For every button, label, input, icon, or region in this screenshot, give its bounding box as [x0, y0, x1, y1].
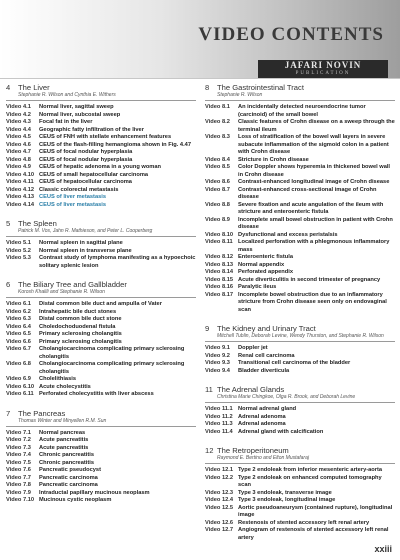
- video-item[interactable]: [205, 490, 395, 498]
- video-item[interactable]: [205, 475, 395, 490]
- video-title: Pancreatic carcinoma: [39, 474, 98, 481]
- chapter-title: The Biliary Tree and Gallbladder: [18, 280, 127, 289]
- chapter-heading: [6, 280, 196, 289]
- video-label: Video 8.5: [205, 164, 230, 170]
- video-label: Video 4.1: [6, 104, 31, 110]
- video-label: Video 6.6: [6, 338, 31, 345]
- video-label: Video 8.10: [205, 231, 234, 238]
- chapter-title: The Spleen: [18, 219, 57, 228]
- video-title: Bladder diverticula: [238, 367, 290, 374]
- video-label: Video 9.4: [205, 367, 230, 374]
- chapter-authors: Patrick M. Vos, Jahn R. Mathieson, and Peter L. Cooperberg: [18, 228, 153, 234]
- video-label: Video 8.7: [205, 186, 230, 193]
- video-item[interactable]: [205, 368, 395, 376]
- video-title: Type 3 endoleak, longitudinal image: [238, 497, 336, 503]
- video-label: Video 4.7: [6, 149, 31, 155]
- video-label: Video 6.9: [6, 376, 31, 382]
- chapter-divider: [205, 402, 395, 403]
- video-item[interactable]: [6, 134, 196, 142]
- video-title: Perforated appendix: [238, 269, 293, 275]
- video-label: Video 5.2: [6, 247, 31, 254]
- chapter-heading: [205, 324, 395, 333]
- left-column: [6, 83, 196, 515]
- chapter-number: 9: [205, 324, 210, 333]
- chapter-heading: [205, 385, 395, 394]
- chapter-number: 7: [6, 408, 11, 418]
- video-title: Acute cholecystitis: [39, 383, 91, 390]
- video-item[interactable]: [6, 460, 196, 468]
- video-item[interactable]: [6, 437, 196, 445]
- video-item[interactable]: [205, 292, 395, 315]
- chapter-9: [205, 324, 395, 375]
- video-item[interactable]: [6, 255, 196, 270]
- video-title: CEUS of small hepatocellular carcinoma: [39, 171, 149, 178]
- video-item[interactable]: [6, 194, 196, 202]
- video-item[interactable]: [6, 119, 196, 127]
- video-label: Video 8.1: [205, 104, 230, 110]
- video-title: CEUS of liver metastasis: [39, 194, 107, 200]
- video-label: Video 4.11: [6, 179, 34, 185]
- chapter-title: The Retroperitoneum: [217, 446, 289, 455]
- video-item[interactable]: [205, 497, 395, 505]
- chapter-number: 5: [6, 219, 11, 228]
- video-title: Normal pancreas: [39, 429, 86, 436]
- header-banner: [0, 0, 400, 79]
- video-item[interactable]: [205, 262, 395, 270]
- video-label: Video 4.2: [6, 111, 31, 118]
- video-label: Video 8.14: [205, 269, 234, 275]
- video-item[interactable]: [6, 384, 196, 392]
- video-label: Video 7.3: [6, 444, 31, 451]
- video-item[interactable]: [6, 149, 196, 157]
- video-item[interactable]: [205, 119, 395, 134]
- video-item[interactable]: [205, 353, 395, 361]
- video-label: Video 6.2: [6, 308, 31, 315]
- video-item[interactable]: [205, 164, 395, 179]
- page-number: xxiii: [374, 544, 392, 554]
- video-label: Video 7.1: [6, 429, 31, 436]
- video-label: Video 9.3: [205, 360, 230, 366]
- video-title: Dysfunctional and excess peristalsis: [238, 231, 338, 238]
- video-title: Stricture in Crohn disease: [238, 156, 309, 163]
- video-title: Contrast study of lymphoma manifesting as a hypoechoic solitary splenic lesion: [39, 255, 196, 269]
- video-label: Video 8.3: [205, 134, 230, 140]
- chapter-authors: Christina Marie Chingkoe, Olga R. Brook, and Deborah Levine: [217, 394, 356, 400]
- video-item[interactable]: [205, 269, 395, 277]
- video-item[interactable]: [6, 467, 196, 475]
- chapter-authors: Raymond E. Bertino and Elton Mustafaraj: [217, 455, 309, 461]
- video-item[interactable]: [205, 284, 395, 292]
- video-item[interactable]: [205, 527, 395, 542]
- video-title: Primary sclerosing cholangitis: [39, 331, 122, 337]
- video-item[interactable]: [205, 232, 395, 240]
- video-item[interactable]: [205, 421, 395, 429]
- video-item[interactable]: [6, 248, 196, 256]
- video-label: Video 6.1: [6, 301, 31, 307]
- video-title: Acute pancreatitis: [39, 437, 89, 443]
- video-title: Cholelithiasis: [39, 376, 76, 382]
- chapter-authors: Thomas Winter and Minyellen R.M. Sun: [18, 417, 107, 424]
- video-label: Video 12.7: [205, 527, 234, 533]
- video-item[interactable]: [6, 179, 196, 187]
- video-title: CEUS of liver metastasis: [39, 201, 107, 208]
- video-label: Video 11.4: [205, 428, 233, 435]
- video-title: Chronic pancreatitis: [39, 452, 94, 458]
- chapter-number: 4: [6, 83, 11, 92]
- video-item[interactable]: [6, 475, 196, 483]
- video-item[interactable]: [6, 324, 196, 332]
- video-title: Normal adrenal gland: [238, 406, 297, 412]
- video-label: Video 8.11: [205, 239, 233, 245]
- video-item[interactable]: [6, 142, 196, 150]
- video-item[interactable]: [205, 505, 395, 520]
- chapter-heading: [205, 446, 395, 455]
- video-item[interactable]: [205, 202, 395, 217]
- video-title: Enteroenteric fistula: [238, 254, 293, 260]
- video-item[interactable]: [205, 104, 395, 119]
- video-title: Loss of stratification of the bowel wall layers in severe subacute inflammation of the sigmoid colon in a patient with Crohn disease: [238, 134, 389, 155]
- video-label: Video 6.4: [6, 323, 31, 330]
- video-title: Perforated cholecystitis with liver abscess: [39, 391, 154, 397]
- video-title: Normal spleen in transverse plane: [39, 247, 132, 254]
- video-title: Doppler jet: [238, 345, 268, 351]
- video-title: An incidentally detected neuroendocrine tumor (carcinoid) of the small bowel: [238, 104, 366, 118]
- video-title: Intrahepatic bile duct stones: [39, 308, 117, 315]
- video-label: Video 8.13: [205, 261, 234, 268]
- video-label: Video 8.8: [205, 201, 230, 208]
- video-label: Video 4.8: [6, 156, 31, 163]
- video-label: Video 6.8: [6, 361, 31, 367]
- video-label: Video 7.4: [6, 452, 31, 458]
- video-title: Intraductal papillary mucinous neoplasm: [39, 489, 150, 496]
- video-title: Color Doppler shows hyperemia in thickened bowel wall in Crohn disease: [238, 164, 391, 178]
- video-item[interactable]: [6, 187, 196, 195]
- video-item[interactable]: [205, 179, 395, 187]
- video-item[interactable]: [205, 217, 395, 232]
- chapter-11: [205, 385, 395, 436]
- chapter-divider: [205, 341, 395, 342]
- video-label: Video 6.10: [6, 383, 35, 390]
- video-item[interactable]: [205, 187, 395, 202]
- video-item[interactable]: [6, 309, 196, 317]
- video-label: Video 12.1: [205, 467, 234, 473]
- chapter-number: 6: [6, 280, 11, 289]
- video-label: Video 7.8: [6, 482, 31, 488]
- video-label: Video 7.2: [6, 437, 31, 443]
- video-label: Video 5.1: [6, 240, 31, 246]
- video-title: CEUS of hepatocellular carcinoma: [39, 179, 132, 185]
- video-item[interactable]: [6, 497, 196, 505]
- video-label: Video 11.1: [205, 406, 233, 412]
- video-label: Video 4.4: [6, 126, 31, 133]
- video-label: Video 8.9: [205, 216, 230, 223]
- video-title: Localized perforation with a phlegmonous inflammatory mass: [238, 239, 390, 253]
- video-label: Video 4.5: [6, 134, 31, 140]
- video-item[interactable]: [6, 104, 196, 112]
- chapter-heading: [6, 83, 196, 92]
- chapter-authors: Korosh Khalili and Stephanie R. Wilson: [18, 289, 105, 295]
- video-item[interactable]: [6, 452, 196, 460]
- video-item[interactable]: [6, 157, 196, 165]
- video-label: Video 4.6: [6, 141, 31, 148]
- video-title: Acute pancreatitis: [39, 444, 89, 451]
- video-item[interactable]: [6, 445, 196, 453]
- video-label: Video 6.7: [6, 346, 31, 352]
- video-title: Pancreatic pseudocyst: [39, 467, 101, 473]
- video-label: Video 12.2: [205, 474, 234, 481]
- video-title: Contrast-enhanced longitudinal image of Crohn disease: [238, 179, 390, 185]
- video-title: Type 3 endoleak, transverse image: [238, 489, 332, 496]
- video-title: Transitional cell carcinoma of the bladder: [238, 360, 351, 366]
- video-item[interactable]: [6, 331, 196, 339]
- video-title: Pancreatic carcinoma: [39, 482, 98, 488]
- video-title: Paralytic ileus: [238, 284, 277, 290]
- video-label: Video 4.13: [6, 194, 35, 200]
- video-label: Video 7.9: [6, 489, 31, 496]
- chapter-8: [205, 83, 395, 314]
- video-title: CEUS of focal nodular hyperplasia: [39, 156, 133, 163]
- video-label: Video 6.5: [6, 331, 31, 337]
- video-title: Incomplete small bowel obstruction in patient with Crohn disease: [238, 216, 393, 230]
- video-label: Video 6.3: [6, 316, 31, 322]
- chapter-number: 11: [205, 385, 213, 394]
- video-title: Severe fixation and acute angulation of the ileum with stricture and enteroenteric fistula: [238, 201, 384, 215]
- chapter-divider: [6, 426, 196, 427]
- video-item[interactable]: [205, 157, 395, 165]
- video-title: Mucinous cystic neoplasm: [39, 497, 112, 503]
- video-item[interactable]: [6, 202, 196, 210]
- video-item[interactable]: [205, 429, 395, 437]
- video-item[interactable]: [205, 406, 395, 414]
- chapter-7: [6, 409, 196, 505]
- video-title: Restenosis of stented accessory left renal artery: [238, 519, 370, 526]
- chapter-authors: Stephanie R. Wilson and Cynthia E. Withers: [18, 92, 116, 98]
- video-label: Video 4.12: [6, 186, 35, 193]
- video-label: Video 12.6: [205, 519, 234, 526]
- video-item[interactable]: [205, 134, 395, 157]
- video-title: Acute diverticulitis in second trimester of pregnancy: [238, 276, 381, 283]
- video-title: Choledochoduodenal fistula: [39, 323, 116, 330]
- video-label: Video 12.4: [205, 497, 234, 503]
- video-title: Aortic pseudoaneurysm (contained rupture), longitudinal image: [238, 504, 393, 518]
- video-title: Geographic fatty infiltration of the liver: [39, 126, 144, 133]
- video-label: Video 6.11: [6, 391, 34, 397]
- video-title: Classic colorectal metastasis: [39, 186, 119, 193]
- video-title: Adrenal adenoma: [238, 413, 286, 420]
- video-title: Chronic pancreatitis: [39, 459, 94, 466]
- video-item[interactable]: [6, 240, 196, 248]
- chapter-number: 8: [205, 83, 210, 92]
- video-item[interactable]: [6, 391, 196, 399]
- chapter-divider: [205, 463, 395, 464]
- video-label: Video 4.3: [6, 119, 31, 125]
- video-label: Video 9.1: [205, 345, 230, 351]
- video-item[interactable]: [6, 172, 196, 180]
- video-title: Focal fat in the liver: [39, 119, 93, 125]
- video-label: Video 4.10: [6, 171, 35, 178]
- video-title: Adrenal gland with calcification: [238, 428, 324, 435]
- video-title: CEUS of focal nodular hyperplasia: [39, 149, 133, 155]
- video-title: Distal common bile duct and ampulla of Vater: [39, 301, 162, 307]
- video-label: Video 5.3: [6, 255, 31, 261]
- video-title: Classic features of Crohn disease on a sweep through the terminal ileum: [238, 119, 395, 133]
- chapter-heading: [6, 409, 196, 418]
- video-title: Contrast-enhanced cross-sectional image of Crohn disease: [238, 186, 377, 200]
- video-item[interactable]: [205, 520, 395, 528]
- video-item[interactable]: [6, 482, 196, 490]
- chapter-number: 12: [205, 446, 214, 455]
- video-label: Video 4.14: [6, 201, 35, 208]
- video-item[interactable]: [6, 301, 196, 309]
- video-label: Video 8.6: [205, 179, 230, 185]
- publisher-subtitle: PUBLICATION: [295, 71, 351, 76]
- publisher-logo: [258, 60, 388, 78]
- publisher-name: JAFARI NOVIN: [284, 60, 362, 70]
- video-item[interactable]: [6, 112, 196, 120]
- chapter-6: [6, 280, 196, 399]
- video-item[interactable]: [205, 277, 395, 285]
- page-title: VIDEO CONTENTS: [198, 24, 384, 45]
- chapter-4: [6, 83, 196, 209]
- video-label: Video 8.12: [205, 254, 234, 260]
- video-label: Video 12.5: [205, 504, 234, 511]
- video-item[interactable]: [205, 414, 395, 422]
- video-item[interactable]: [6, 164, 196, 172]
- video-item[interactable]: [6, 346, 196, 361]
- video-title: CEUS of the flash-filling hemangioma shown in Fig. 4.47: [39, 141, 191, 148]
- video-title: Incomplete bowel obstruction due to an inflammatory stricture from Crohn disease seen only on endovaginal scan: [238, 291, 387, 313]
- video-label: Video 11.3: [205, 421, 233, 427]
- chapter-title: The Gastrointestinal Tract: [217, 83, 304, 92]
- video-title: Adrenal adenoma: [238, 421, 286, 427]
- video-label: Video 7.7: [6, 474, 31, 481]
- video-title: Cholangiocarcinoma complicating primary sclerosing cholangitis: [39, 346, 185, 360]
- video-title: CEUS of FNH with stellate enhancement features: [39, 134, 172, 140]
- chapter-title: The Kidney and Urinary Tract: [217, 324, 316, 333]
- chapter-divider: [6, 236, 196, 237]
- video-label: Video 8.16: [205, 284, 234, 290]
- video-label: Video 8.17: [205, 291, 234, 298]
- video-label: Video 7.5: [6, 459, 31, 466]
- video-title: Normal liver, sagittal sweep: [39, 104, 114, 110]
- video-title: Type 2 endoleak on enhanced computed tomography scan: [238, 474, 382, 488]
- chapter-title: The Adrenal Glands: [217, 385, 285, 394]
- video-item[interactable]: [6, 490, 196, 498]
- video-item[interactable]: [205, 239, 395, 254]
- chapter-title: The Pancreas: [18, 408, 66, 418]
- video-title: Type 2 endoleak from inferior mesenteric artery-aorta: [238, 467, 383, 473]
- video-title: Normal appendix: [238, 261, 285, 268]
- video-title: Normal spleen in sagittal plane: [39, 240, 123, 246]
- chapter-12: [205, 446, 395, 542]
- video-item[interactable]: [205, 467, 395, 475]
- video-item[interactable]: [6, 316, 196, 324]
- video-item[interactable]: [6, 430, 196, 438]
- chapter-authors: Stephanie R. Wilson: [217, 92, 263, 98]
- chapter-title: The Liver: [18, 83, 50, 92]
- video-item[interactable]: [6, 339, 196, 347]
- video-item[interactable]: [205, 360, 395, 368]
- chapter-divider: [6, 100, 196, 101]
- video-item[interactable]: [6, 361, 196, 376]
- video-title: Renal cell carcinoma: [238, 352, 295, 359]
- video-item[interactable]: [205, 345, 395, 353]
- video-title: Cholangiocarcinoma complicating primary sclerosing cholangitis: [39, 361, 185, 375]
- video-title: Normal liver, subcostal sweep: [39, 111, 121, 118]
- video-label: Video 12.3: [205, 489, 234, 496]
- video-label: Video 8.2: [205, 119, 230, 125]
- video-label: Video 9.2: [205, 352, 230, 359]
- chapter-5: [6, 219, 196, 270]
- video-label: Video 8.15: [205, 276, 234, 283]
- video-item[interactable]: [6, 376, 196, 384]
- video-label: Video 8.4: [205, 156, 230, 163]
- video-label: Video 7.10: [6, 497, 35, 503]
- chapter-authors: Mitchell Tublin, Deborah Levine, Wendy Thurston, and Stephanie R. Wilson: [217, 333, 384, 339]
- chapter-divider: [6, 297, 196, 298]
- video-title: Primary sclerosing cholangitis: [39, 338, 122, 345]
- video-label: Video 4.9: [6, 164, 31, 170]
- video-item[interactable]: [6, 127, 196, 135]
- video-title: CEUS of hepatic adenoma in a young woman: [39, 164, 161, 170]
- video-title: Distal common bile duct stone: [39, 316, 122, 322]
- right-column: [205, 83, 395, 552]
- video-item[interactable]: [205, 254, 395, 262]
- video-label: Video 7.6: [6, 467, 31, 473]
- chapter-heading: [205, 83, 395, 92]
- video-title: Angiogram of restenosis of stented accessory left renal artery: [238, 527, 389, 541]
- chapter-divider: [205, 100, 395, 101]
- chapter-heading: [6, 219, 196, 228]
- video-label: Video 11.2: [205, 413, 233, 420]
